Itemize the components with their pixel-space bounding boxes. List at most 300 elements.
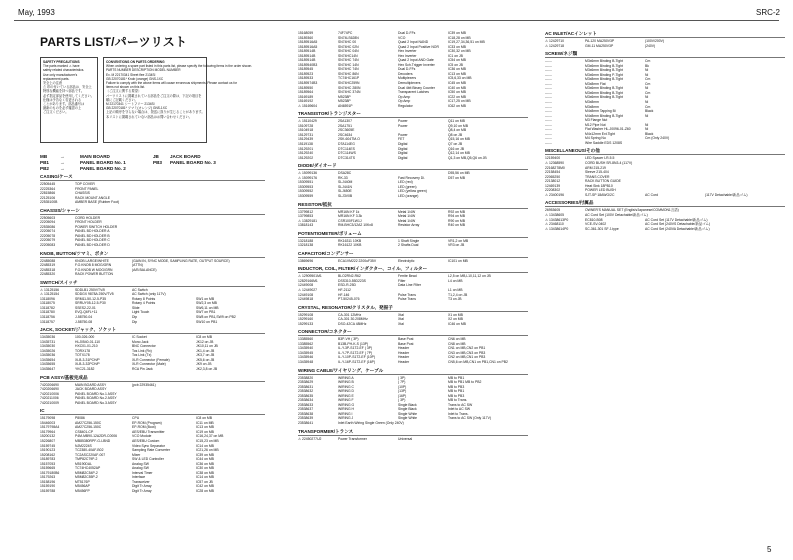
part-note: BNC Connector	[132, 344, 156, 349]
board-code: MB	[40, 154, 48, 159]
part-number: 23538634	[298, 398, 314, 403]
part-description: M3x8mm	[585, 100, 599, 105]
parts-section	[545, 51, 785, 145]
part-number: ⚠ 13125154	[40, 292, 60, 297]
part-number: 22485319	[40, 263, 56, 268]
parts-row	[298, 223, 528, 228]
part-note: 1 Shaft Single	[398, 238, 420, 243]
part-description: VCE-SV-0402	[585, 222, 607, 227]
part-number: 15208162	[40, 452, 56, 457]
part-note: (100V/200V)	[645, 39, 665, 43]
part-description: CS8401-CP	[75, 429, 94, 434]
section-divider	[40, 414, 265, 415]
part-number: 15189516A5	[298, 40, 318, 45]
part-location: R94 on MB	[448, 214, 465, 219]
part-note: Interval Timer	[132, 470, 153, 475]
part-description: TRANS COVER	[585, 174, 610, 179]
part-note: Electrolytic	[398, 258, 415, 263]
part-number: 13435036	[40, 335, 56, 340]
part-description: RK-33	[338, 175, 348, 180]
part-note: (13P)	[398, 389, 407, 394]
part-number: 12449108	[298, 292, 314, 297]
part-location: SW7 on PB1	[196, 310, 216, 315]
part-note: CPU	[132, 416, 140, 421]
part-location: IC40 on MB	[448, 85, 466, 90]
part-number: ⚠ 13125156	[40, 287, 60, 292]
conventions-line: 順にご記載ください。	[106, 97, 138, 102]
part-description: M3 Flange Nut	[585, 118, 608, 123]
part-number: 12159400	[545, 156, 561, 161]
parts-rows	[298, 259, 528, 264]
part-description: SN74HC 00	[338, 40, 357, 45]
part-number: ⚠ 12368590	[545, 161, 565, 166]
part-description: P4M-MB90-12A2DR-C0006	[75, 434, 118, 439]
arrow-icon: →	[60, 166, 65, 171]
section-divider	[545, 57, 785, 58]
part-number: 13799812	[298, 209, 314, 214]
board-code: PB3	[153, 160, 162, 165]
part-note: Pulse Trans	[398, 297, 416, 302]
part-location: JK2,3,8 on JB	[196, 366, 218, 371]
page-number: 5	[767, 545, 772, 554]
part-description: Sleeve 215-404	[585, 170, 609, 175]
board-code: JB	[153, 154, 159, 159]
part-location: R90 on MB	[448, 218, 465, 223]
parts-section	[298, 251, 528, 264]
part-number: 22205094	[40, 220, 56, 225]
part-note: Quad 2 Input NAND	[398, 40, 429, 45]
part-description: SDDGX 9878A 250V/TV5	[75, 292, 114, 297]
header-model: SRC-2	[756, 8, 781, 17]
part-number: ------	[545, 109, 552, 114]
part-note: LED (red)	[398, 180, 413, 185]
part-number: 13435647	[40, 366, 56, 371]
part-description: AMBER BASE (Rubber Foot)	[75, 200, 120, 205]
part-note: Metal 1/4W	[398, 218, 416, 223]
part-location: IC54 on MB	[448, 58, 466, 63]
part-description: PA-120 MA250V3P	[585, 39, 615, 43]
part-note: Dual D-FFs	[398, 67, 416, 72]
part-description: TMP82C79P-2	[75, 457, 98, 462]
conventions-line: パーツリストに掲載されている部品をご注文の際は、下記の項目を	[106, 93, 202, 98]
part-description: MR16N KF 3.3k	[338, 214, 363, 219]
parts-section	[40, 327, 265, 371]
part-description: LED Spacer LR-5.5	[585, 156, 615, 161]
part-note: Hex Inverter	[398, 49, 417, 54]
part-number: ⚠ 15099136	[298, 171, 318, 176]
part-number: 15189574B3	[298, 81, 318, 86]
part-note: Filter	[398, 278, 406, 283]
part-location: IC1 on JB	[448, 53, 463, 58]
board-code: PB2	[40, 166, 49, 171]
parts-row	[40, 367, 265, 372]
safety-line: ことがあります。部品番号は	[43, 102, 85, 107]
part-note: Resistor Array	[398, 223, 420, 228]
section-title: SWITCH/スイッチ	[40, 279, 78, 285]
parts-row	[545, 141, 785, 146]
page-title: PARTS LIST/パーツリスト	[40, 35, 188, 49]
part-note: Ferrite Bead	[398, 274, 417, 279]
part-note: Xtal	[398, 312, 404, 317]
part-note: LED (yellow green)	[398, 189, 427, 194]
part-number: 15189783	[40, 457, 56, 462]
part-description: SN74HC 86N	[338, 71, 359, 76]
part-description: M5456AP	[75, 484, 90, 489]
part-description: M3x8mm	[585, 104, 599, 109]
parts-section	[40, 208, 265, 248]
part-location: VR3 on JB	[448, 243, 465, 248]
part-number: 23538635	[298, 393, 314, 398]
part-description: SRM11-50-12-5-P35	[75, 296, 107, 301]
parts-row	[40, 320, 265, 325]
part-description: WIRING G	[338, 402, 355, 407]
part-location: D55,56 on MB	[448, 171, 470, 176]
part-location: IC38 on MB	[196, 470, 214, 475]
board-code: PB1	[40, 160, 49, 165]
part-number: 15159190	[40, 484, 56, 489]
part-number: 13218138	[298, 243, 314, 248]
part-location: IC5 on JB	[448, 62, 463, 67]
part-note: Digital	[398, 151, 408, 156]
part-number: 15226807	[40, 438, 56, 443]
part-note: Metal 1/4W	[398, 214, 416, 219]
part-description: SSES2-22-01	[75, 305, 96, 310]
part-number: ------	[545, 86, 552, 91]
part-note: Slide	[132, 305, 140, 310]
section-title: KNOB, BUTTON/ツマミ、ボタン	[40, 250, 109, 256]
part-location: D57 on MB	[448, 175, 465, 180]
part-description: DTC314TS	[338, 155, 355, 160]
part-description: GM-11 MA250V3P	[585, 43, 614, 48]
part-number: 15129202	[298, 155, 314, 160]
part-description: DTC114WS	[338, 151, 356, 156]
part-location: IC28 on MB	[196, 488, 214, 493]
part-description: POWER LED BUSH	[585, 188, 616, 193]
part-description: CA-301 30.208MHz	[338, 317, 368, 322]
parts-section	[40, 280, 265, 324]
part-location: X2 on MB	[448, 317, 463, 322]
part-location: IC22 on MB	[448, 94, 466, 99]
part-number: 13435945	[298, 350, 314, 355]
part-number: ⚠ 12429718	[545, 43, 565, 48]
part-description: 74F74PC	[338, 31, 353, 35]
part-number: 13435940	[298, 346, 314, 351]
part-description: M3x6mm Binding B-Tight	[585, 95, 623, 100]
part-description: AM27C256-150C	[75, 425, 102, 430]
section-title: TRANSISTOR/トランジスター	[298, 111, 361, 117]
parts-rows	[298, 239, 528, 248]
part-note: Quad 2 Input Positive NOR	[398, 44, 439, 49]
part-description: EVQ-Q6FL+11	[75, 310, 98, 315]
part-location: IC46 on MB	[448, 321, 466, 326]
part-number: 13385562	[298, 341, 314, 346]
part-note: ( 7P)	[398, 380, 406, 385]
part-number: 22205078	[40, 233, 56, 238]
parts-row	[298, 360, 528, 365]
part-description: M3x8mm Binding B-Tight	[585, 77, 623, 82]
part-number: ------	[545, 127, 552, 132]
part-number: ------	[545, 118, 552, 123]
part-note: Ni	[645, 68, 649, 73]
part-description: AN6591P	[338, 103, 353, 108]
parts-rows	[298, 210, 528, 228]
part-location: Q15,16 on MB	[448, 137, 470, 142]
part-note: ( 3P)	[398, 398, 406, 403]
part-description: PANEL BD HOLDER B	[75, 233, 110, 238]
conventions-line: items not shown on this list.	[106, 85, 145, 90]
part-description: M3x8mm Flat	[585, 81, 606, 86]
board-name: PANEL BOARD No. 3	[170, 160, 216, 165]
part-number: 23538629	[298, 380, 314, 385]
parts-rows	[298, 119, 528, 160]
part-description: 2SC3605E	[338, 128, 355, 133]
part-note: Header	[398, 350, 410, 355]
part-number: 15169192	[298, 99, 314, 104]
part-number: 13118782	[40, 305, 55, 310]
part-description: PT-50245-076	[338, 297, 360, 302]
part-number: 13218188	[298, 238, 314, 243]
part-description: MR16N KF 1k	[338, 209, 360, 214]
part-number: 23538637	[298, 407, 314, 412]
part-description: PANEL BD HOLDER D	[75, 243, 110, 248]
part-note: (GAIN IN, SYNC MODE, SAMPLING RATE, OUTPUT SOURCE)	[132, 258, 230, 263]
part-note: (16P)	[398, 393, 407, 398]
part-location: Q12,14 on MB	[448, 151, 470, 156]
part-note: Analog SW	[132, 461, 149, 466]
part-location: IC8 on MB	[196, 416, 213, 421]
part-description: M4x8mm Binding B-Tight	[585, 113, 623, 118]
parts-row	[298, 243, 528, 248]
conventions-line: 上記の順序を守らない場合は、発送に誤りが生じることがあります。	[106, 110, 205, 115]
section-divider	[40, 180, 265, 181]
part-number: 22225364	[40, 186, 56, 191]
parts-section	[40, 251, 265, 277]
part-note: Dip	[132, 315, 138, 320]
part-note: (A/B BALANCE)	[132, 267, 157, 272]
part-note: Sampling Rate Converter	[132, 448, 171, 453]
part-note: Black	[645, 109, 654, 114]
part-location: MB to PB1	[448, 389, 465, 394]
part-number: 15159788	[40, 488, 56, 493]
section-title: TRANSFORMER/トランス	[298, 428, 354, 434]
part-note: AC Switch (only 117V)	[132, 292, 166, 297]
part-number: 22485088	[40, 258, 56, 263]
parts-section	[40, 408, 265, 493]
part-description: SJT-SP 18AWG/2C	[585, 192, 615, 197]
part-number: 13799853	[298, 214, 314, 219]
part-note: Xtal	[398, 317, 404, 322]
part-note: ( 3P)	[398, 375, 406, 380]
part-location: IC39 on MB	[448, 31, 466, 35]
part-number: 15299160	[298, 317, 314, 322]
part-number: 15159745	[40, 443, 56, 448]
conventions-line: Ex. M 22170341 Sheet flee 2134SI	[106, 72, 156, 77]
part-number: 15129439	[298, 137, 314, 142]
column-3	[545, 31, 785, 234]
part-note: Ni	[645, 72, 649, 77]
part-description: TC2380-40AF-B02	[75, 448, 104, 453]
part-description: SRRUY05-12-5-P30	[75, 301, 106, 306]
section-title: INDUCTOR, COIL, FILTER/インダクター、コイル、フィルター	[298, 266, 428, 272]
part-number: 23538820	[298, 375, 314, 380]
part-number: 13435731	[40, 339, 56, 344]
part-number: ⚠ 12449027	[298, 287, 318, 292]
part-number: 13118096	[40, 296, 55, 301]
part-description: HF-2112	[338, 287, 351, 292]
parts-section	[298, 31, 528, 108]
part-description: MAIN BOARD ASSY	[75, 382, 107, 387]
part-description: SN74HC259N	[338, 81, 360, 86]
section-divider	[298, 117, 528, 118]
part-description: SN74HC 280N	[338, 85, 361, 90]
parts-row	[545, 193, 785, 198]
parts-row	[298, 156, 528, 161]
parts-section	[298, 266, 528, 301]
part-number: 15190123	[40, 448, 56, 453]
part-note: Hex Inverter	[398, 53, 417, 58]
part-note: LED (green)	[398, 184, 417, 189]
part-note: Ni	[645, 122, 649, 127]
part-location: SW8 on PB1,SW9 on PB2	[196, 315, 236, 320]
parts-rows	[298, 313, 528, 327]
part-description: Wire Saddle EDS 1208S	[585, 140, 623, 145]
parts-rows	[40, 383, 265, 406]
part-note: Tos Link (Rx)	[132, 348, 152, 353]
part-location: IC18,28 on MB	[448, 35, 471, 40]
part-description: IL-Y-3P-S1T2-EF ( 3P)	[338, 346, 373, 351]
section-divider	[298, 374, 528, 375]
safety-line: 安全上の注意	[43, 81, 63, 86]
part-description: SLJ440M	[338, 180, 353, 185]
conventions-box	[103, 57, 253, 143]
part-description: WIRING B	[338, 380, 354, 385]
part-note: (ATTN)	[132, 263, 143, 268]
part-number: ------	[545, 90, 552, 95]
parts-row	[40, 200, 265, 205]
part-note: (240V)	[645, 43, 656, 48]
conventions-line: GB 22070181* ツマミ(オレンジ) GNS-1XC	[106, 106, 168, 111]
parts-rows	[298, 171, 528, 198]
part-description: M12 Pipe Nut	[585, 122, 606, 127]
part-description: CORD BUSH SR-8N3-4 (117V)	[585, 161, 633, 166]
part-location: IC19,27,34,36,51 on MB	[448, 40, 485, 45]
parts-row	[298, 421, 528, 426]
part-note: Ni	[645, 113, 649, 118]
part-note: Tos Link (Tx)	[132, 353, 152, 358]
part-location: MB to PB3	[448, 384, 465, 389]
part-number: 13435655	[40, 362, 56, 367]
part-description: M5456FP	[75, 488, 90, 493]
part-number: 12449818	[298, 297, 314, 302]
part-location: SW1 on MB	[196, 296, 215, 301]
part-number: 12829166M1	[298, 278, 318, 283]
part-description: PANEL BOARD No.3 ASSY	[75, 400, 117, 405]
arrow-icon: →	[60, 154, 65, 159]
part-number: 22168278M0	[545, 165, 565, 170]
part-location: L1 on MB	[448, 287, 463, 292]
part-number: 13435946	[298, 355, 314, 360]
part-number: ⚠ 13829181	[298, 218, 318, 223]
part-location: IC13 on MB	[448, 71, 466, 76]
section-divider	[40, 286, 265, 287]
part-description: M3x6mm Binding B-Tight	[585, 86, 623, 91]
part-note: Power	[398, 132, 408, 137]
part-number: 15168059	[298, 31, 314, 35]
part-number: 23538633	[298, 402, 314, 407]
section-divider	[40, 214, 265, 215]
part-number: ------	[545, 72, 552, 77]
section-divider	[40, 333, 265, 334]
part-note: Rotary 4 Points	[132, 301, 156, 306]
part-number: ------	[545, 140, 552, 145]
parts-rows	[40, 259, 265, 277]
part-description: RK16311 10KB	[338, 238, 362, 243]
part-description: F.O.KNOB 8 MOG/GRN	[75, 263, 112, 268]
part-description: XLB-3-31PCH/P	[75, 357, 100, 362]
part-note: AC Cord Set (240VA Detachable/新品ゴム)	[645, 226, 710, 231]
conventions-line: PARTS NUMBER DESCRIPTION MODEL NUMBER	[106, 68, 181, 73]
part-number: ⚠ 13438614P0	[545, 226, 569, 231]
part-number: 7420206690	[40, 382, 59, 387]
part-number: 13118757	[40, 319, 55, 324]
part-location: JK1,4 on JB	[196, 348, 215, 353]
part-location: Q1,3 on MB,Q5,Q6 on JB	[448, 155, 487, 160]
conventions-lines	[106, 64, 253, 119]
part-description: IL-Y-16P-S1T2-EF (16P)	[338, 359, 375, 364]
part-number: 15119138	[298, 142, 313, 147]
section-title: SCREW/ネジ類	[545, 51, 578, 57]
part-location: T1,2,4 on JB	[448, 292, 468, 297]
part-note: Power	[398, 119, 408, 124]
part-note: Single White	[398, 411, 418, 416]
part-number: 22485318	[40, 267, 56, 272]
part-location: R40 on MB	[448, 223, 465, 228]
part-description: SLJ441N	[338, 184, 352, 189]
parts-row	[545, 44, 785, 49]
part-location: Q9,10 on MB	[448, 123, 468, 128]
part-description: M3x6mm Binding B-Tight	[585, 63, 623, 68]
part-location: IC16,24,37 on MB	[196, 434, 224, 439]
part-description: M5190DAL	[75, 461, 92, 466]
section-divider	[40, 257, 265, 258]
part-description: 2SA1307	[338, 119, 352, 124]
part-number: 22065250	[545, 174, 561, 179]
part-location: IC30 on MB	[196, 466, 214, 471]
part-number: 13435654	[40, 357, 56, 362]
part-number: 12449008	[298, 283, 314, 288]
safety-heading: SAFETY PRECAUTIONS	[43, 60, 80, 64]
part-number: 13435948	[298, 359, 314, 364]
parts-row	[298, 104, 528, 109]
section-divider	[298, 169, 528, 170]
part-location: IC101 on MB	[448, 258, 468, 263]
part-location: IC33 on MB	[448, 44, 466, 49]
part-location: CN6 on MB	[448, 337, 466, 342]
part-note: Metal 1/4W	[398, 209, 416, 214]
part-number: 7420206690	[40, 387, 59, 392]
part-number: ⚠ 23400196	[545, 192, 565, 197]
part-number: 13435026	[40, 348, 56, 353]
part-number: 22815866	[40, 191, 56, 196]
part-location: JK9 on JB	[196, 362, 212, 367]
part-description: 2SK-604TM-O	[338, 137, 360, 142]
section-title: PCB ASSY/基板完成品	[40, 374, 88, 380]
part-note: Ni	[645, 86, 649, 91]
safety-line: 仕様は予告なく変更される	[43, 97, 82, 102]
part-note: Quad 2 Input AND Gate	[398, 58, 434, 63]
part-description: CSR100F1W1J	[338, 218, 362, 223]
part-description: AM27C256-150C	[75, 420, 102, 425]
